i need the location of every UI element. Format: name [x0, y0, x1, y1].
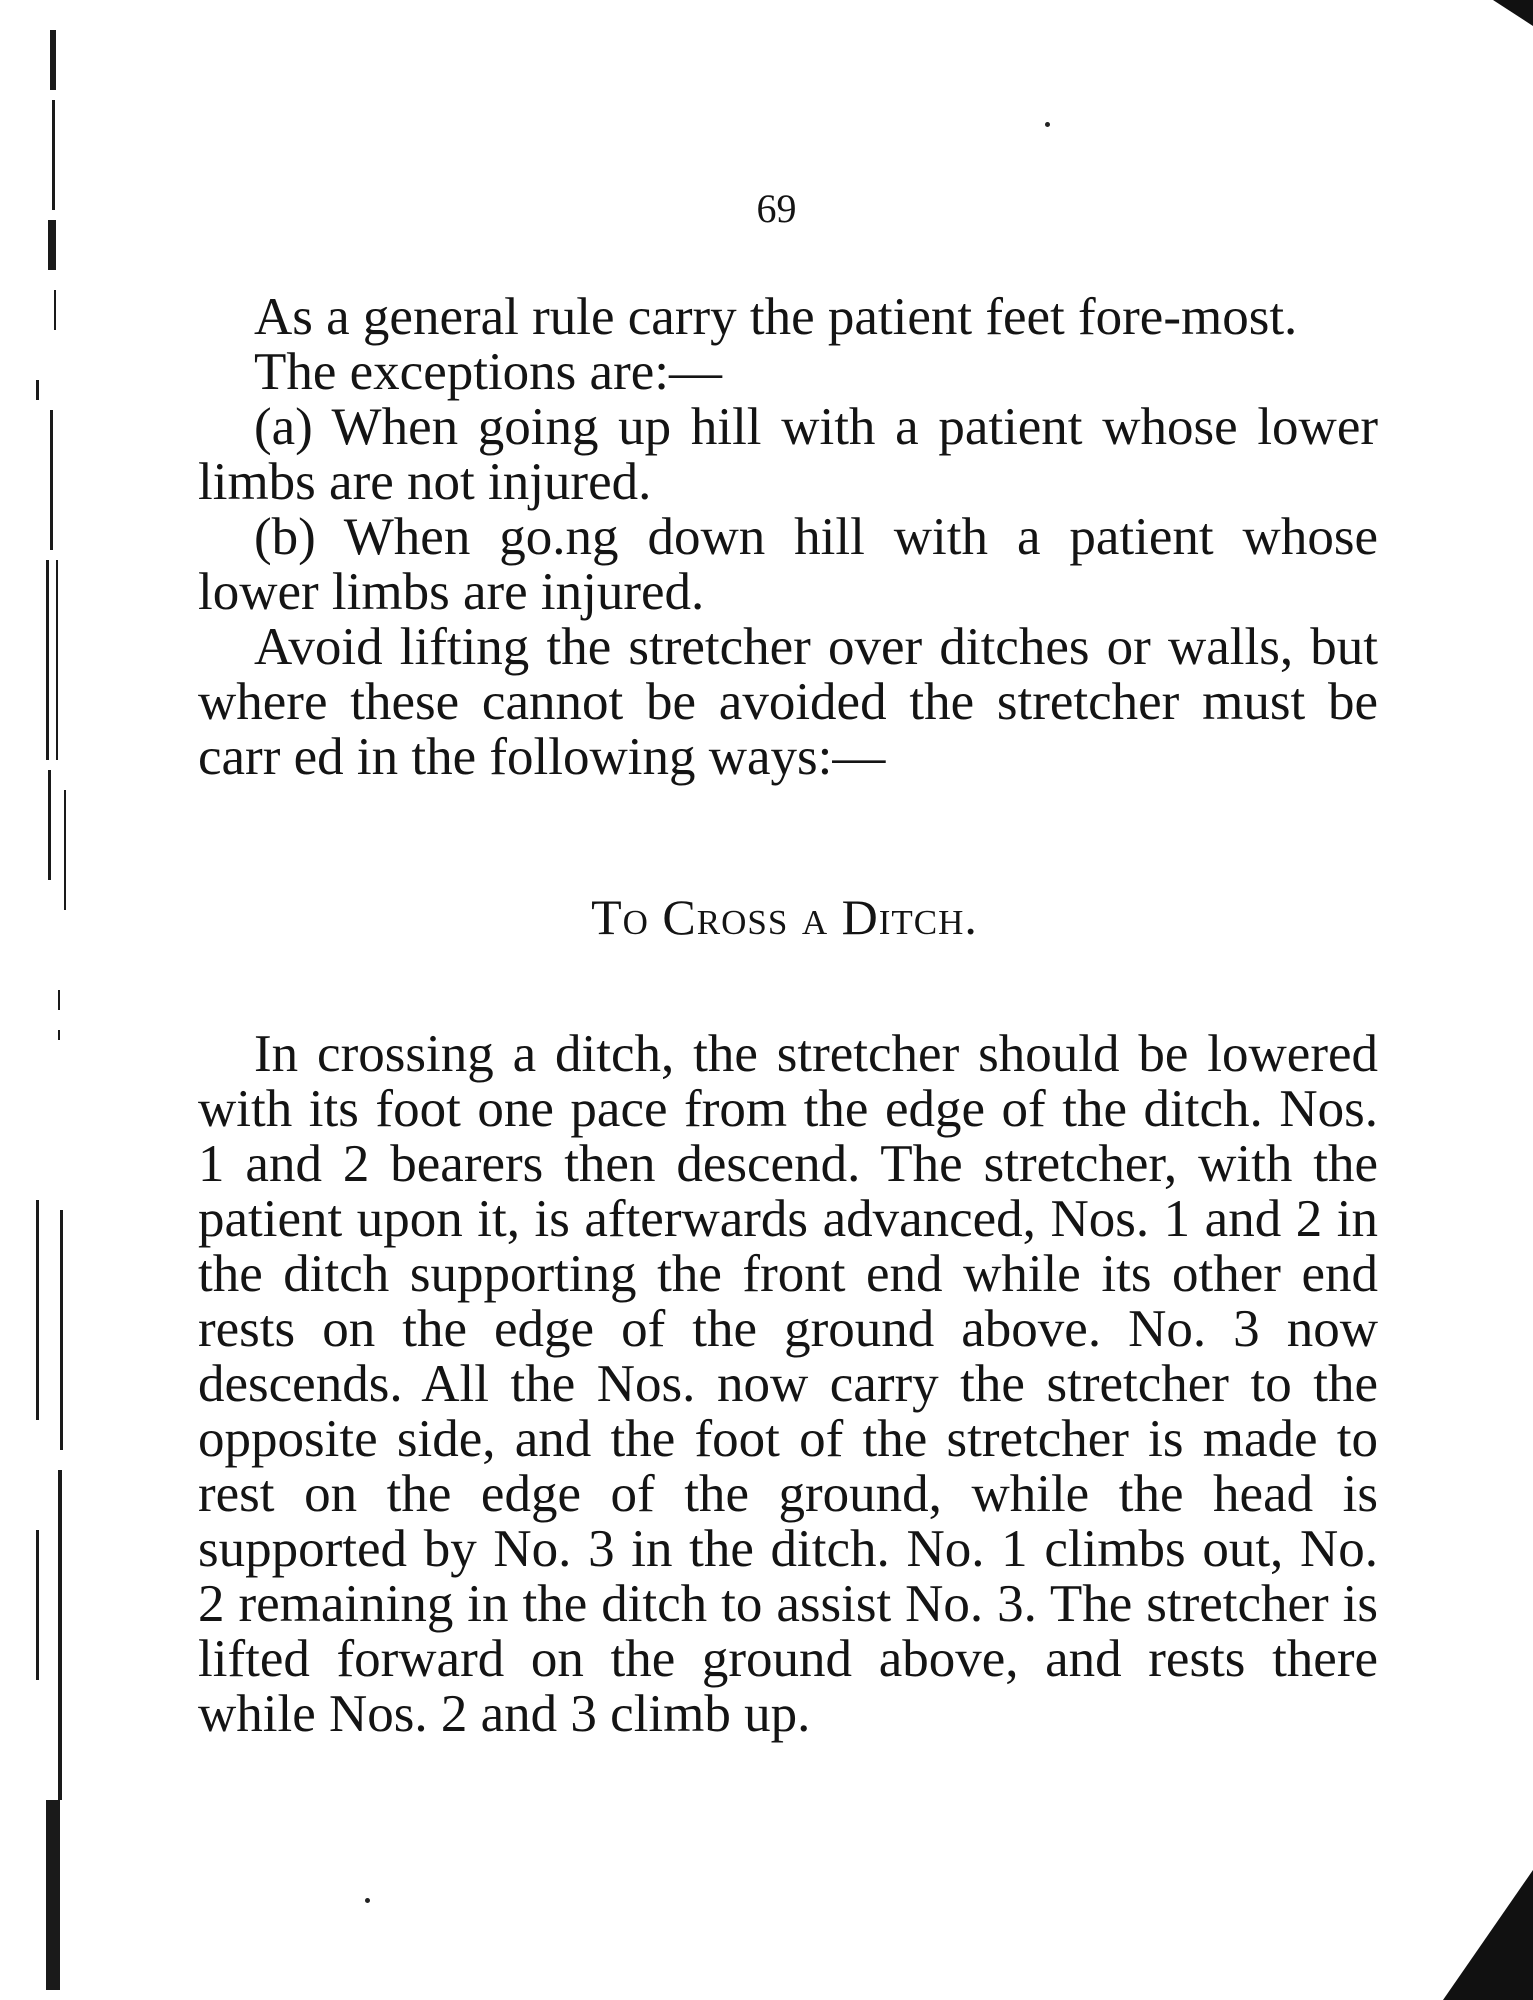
paragraph: The exceptions are:— — [254, 343, 722, 401]
scan-corner-artifact — [1443, 1870, 1533, 2000]
scan-speck — [365, 1898, 370, 1903]
paragraph: (a) When going up hill with a patient whose lower limbs are not injured. — [198, 398, 1378, 511]
scan-corner-artifact — [1493, 0, 1533, 26]
section-text-block — [198, 1027, 1378, 1742]
page-number: 69 — [756, 186, 797, 231]
intro-text-block — [198, 290, 1378, 785]
section-heading: To Cross a Ditch. — [591, 889, 978, 945]
paragraph: In crossing a ditch, the stretcher should be lowered with its foot one pace from the edge of the ditch. Nos. 1 and 2 bearers then descend. The stretcher, with the patient upon it, is afterwards advanced, Nos. 1 and 2 in the ditch supporting the front end while its other end rests on the edge of the ground above. No. 3 now descends. All the Nos. now carry the stretcher to the opposite side, and the foot of the stretcher is made to rest on the edge of the ground, while the head is supported by No. 3 in the ditch. No. 1 climbs out, No. 2 remaining in the ditch to assist No. 3. The stretcher is lifted forward on the ground above, and rests there while Nos. 2 and 3 climb up. — [198, 1025, 1378, 1743]
paragraph: (b) When go.ng down hill with a patient whose lower limbs are injured. — [198, 508, 1378, 621]
paragraph: Avoid lifting the stretcher over ditches or walls, but where these cannot be avoided the stretcher must be carr ed in the following ways:— — [198, 618, 1378, 786]
paragraph: As a general rule carry the patient feet fore-most. — [254, 288, 1298, 346]
scan-speck — [1045, 122, 1050, 127]
binding-edge-artifact — [36, 30, 86, 1990]
